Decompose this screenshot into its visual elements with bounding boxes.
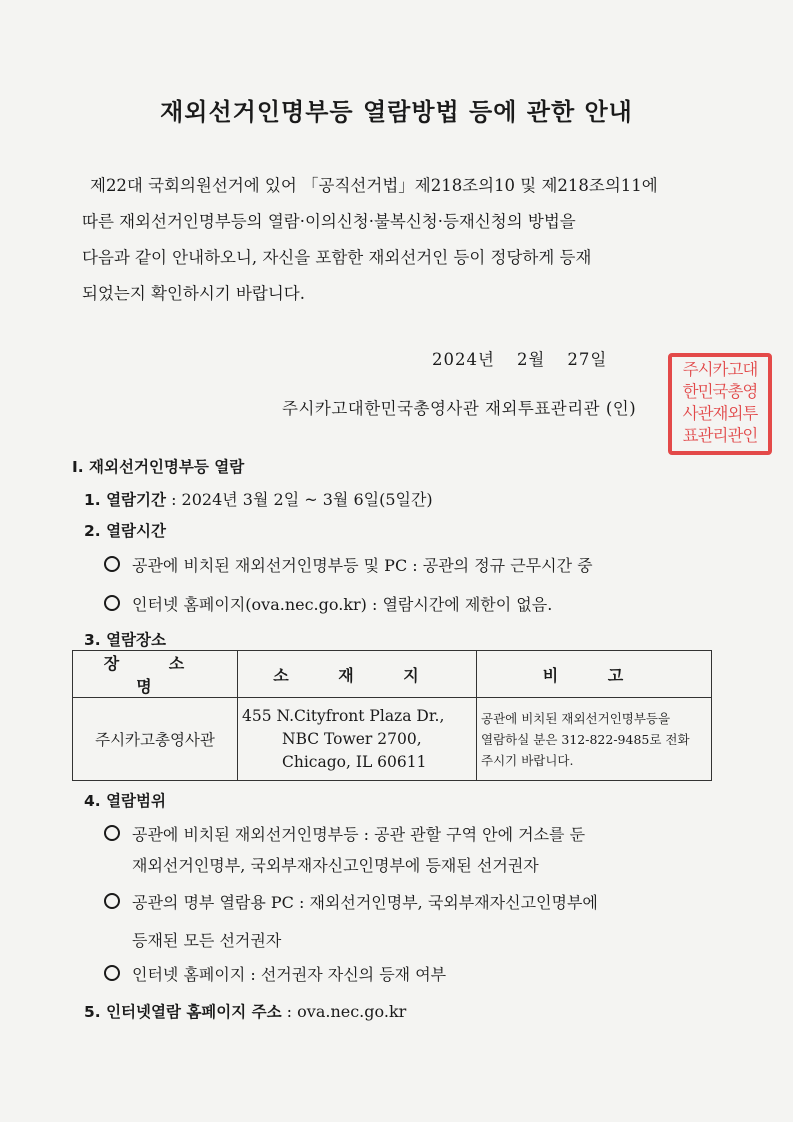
date-year: 2024년 [432, 350, 495, 369]
circle-bullet-icon [104, 893, 120, 909]
scope-bullet [104, 822, 585, 845]
stamp-line: 사관재외투 [682, 404, 758, 423]
cell-place-name: 주시카고총영사관 [73, 698, 238, 781]
issue-date [432, 346, 629, 370]
hours-bullet [104, 592, 552, 615]
seal-mark: (인) [605, 399, 637, 418]
scope-bullet [104, 890, 598, 913]
scope-bullet-continuation: 등재된 모든 선거권자 [132, 931, 282, 950]
date-month: 2월 [516, 350, 546, 369]
circle-bullet-icon [104, 825, 120, 841]
intro-line: 다음과 같이 안내하오니, 자신을 포함한 재외선거인 등이 정당하게 등재 [82, 248, 592, 267]
stamp-line: 표관리관인 [682, 426, 758, 445]
table-row [73, 698, 712, 781]
homepage-item [84, 1000, 406, 1022]
header-place-name: 장 소 명 [73, 651, 238, 698]
scope-bullet-text: 공관에 비치된 재외선거인명부등 : 공관 관할 구역 안에 거소를 둔 [132, 825, 586, 844]
period-value: : 2024년 3월 2일 ~ 3월 6일(5일간) [171, 490, 433, 509]
circle-bullet-icon [104, 595, 120, 611]
intro-paragraph [82, 168, 714, 312]
cell-note [477, 698, 712, 781]
hours-bullet [104, 553, 593, 576]
scope-bullet [104, 962, 446, 985]
stamp-line: 한민국총영 [682, 382, 758, 401]
hours-bullet-text: 인터넷 홈페이지(ova.nec.go.kr) : 열람시간에 제한이 없음. [132, 595, 553, 614]
table-header-row [73, 651, 712, 698]
period-item [84, 487, 433, 510]
note-line: 주시기 바랍니다. [481, 752, 574, 768]
address-line: Chicago, IL 60611 [282, 752, 427, 771]
header-note: 비 고 [477, 651, 712, 698]
document-title: 재외선거인명부등 열람방법 등에 관한 안내 [160, 98, 633, 126]
official-seal-stamp [668, 353, 772, 455]
place-label: 3. 열람장소 [84, 631, 166, 649]
note-line: 열람하실 분은 312-822-9485로 전화 [481, 731, 690, 747]
scope-label: 4. 열람범위 [84, 792, 166, 810]
header-address: 소 재 지 [238, 651, 477, 698]
intro-line: 되었는지 확인하시기 바랍니다. [82, 284, 305, 303]
scope-bullet-text: 공관의 명부 열람용 PC : 재외선거인명부, 국외부재자신고인명부에 [132, 893, 598, 912]
section-heading: I. 재외선거인명부등 열람 [72, 458, 245, 476]
hours-bullet-text: 공관에 비치된 재외선거인명부등 및 PC : 공관의 정규 근무시간 중 [132, 556, 593, 575]
scope-bullet-text: 인터넷 홈페이지 : 선거권자 자신의 등재 여부 [132, 965, 447, 984]
scope-bullet-continuation: 재외선거인명부, 국외부재자신고인명부에 등재된 선거권자 [132, 856, 539, 875]
homepage-url: : ova.nec.go.kr [286, 1002, 407, 1021]
circle-bullet-icon [104, 965, 120, 981]
stamp-line: 주시카고대 [682, 360, 758, 379]
period-label: 1. 열람기간 [84, 491, 166, 509]
hours-label: 2. 열람시간 [84, 522, 166, 540]
circle-bullet-icon [104, 556, 120, 572]
signer-line [282, 395, 636, 419]
address-line: 455 N.Cityfront Plaza Dr., [242, 706, 445, 725]
note-line: 공관에 비치된 재외선거인명부등을 [481, 710, 671, 726]
date-day: 27일 [567, 350, 608, 369]
location-table [72, 650, 712, 781]
cell-address [238, 698, 477, 781]
intro-line: 제22대 국회의원선거에 있어 「공직선거법」제218조의10 및 제218조의11에 [90, 176, 658, 195]
intro-line: 따른 재외선거인명부등의 열람·이의신청·불복신청·등재신청의 방법을 [82, 212, 576, 231]
homepage-label: 5. 인터넷열람 홈페이지 주소 [84, 1003, 282, 1021]
address-line: NBC Tower 2700, [282, 729, 422, 748]
signer-name: 주시카고대한민국총영사관 재외투표관리관 [282, 399, 601, 418]
